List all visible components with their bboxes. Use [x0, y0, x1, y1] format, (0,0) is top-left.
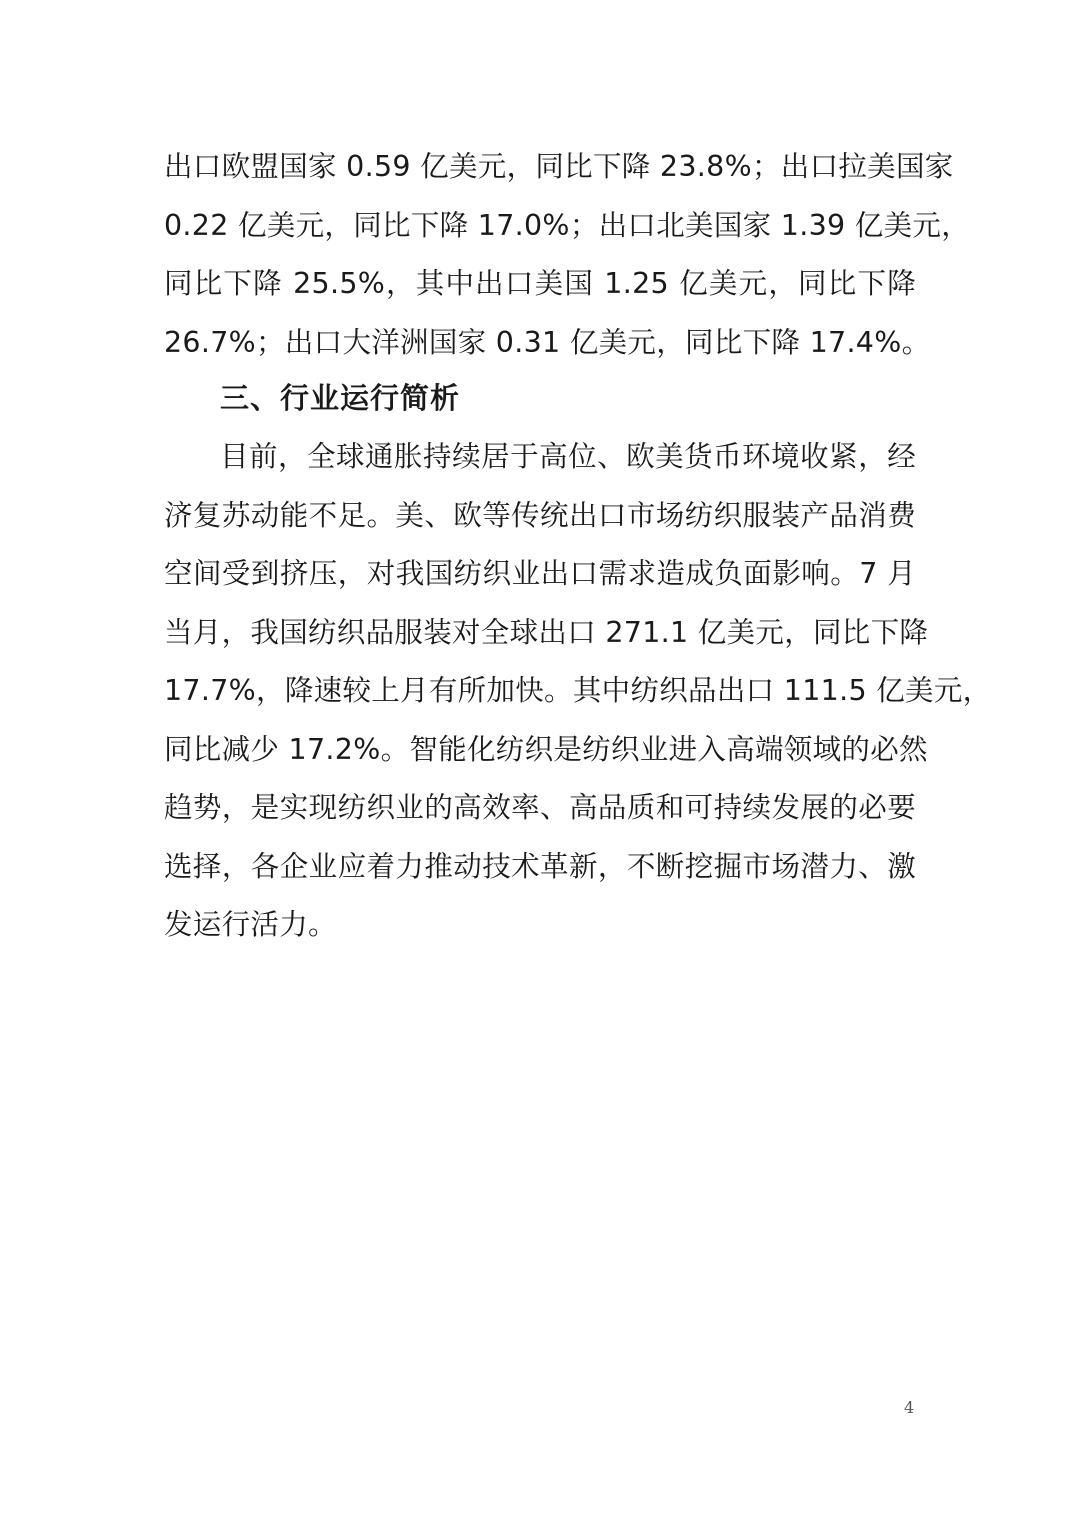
paragraph-line: 26.7%；出口大洋洲国家 0.31 亿美元，同比下降 17.4%。	[164, 325, 931, 359]
paragraph-line: 同比下降 25.5%，其中出口美国 1.25 亿美元，同比下降	[164, 267, 916, 300]
paragraph-industry-analysis	[164, 428, 992, 955]
paragraph-line: 17.7%，降速较上月有所加快。其中纺织品出口 111.5 亿美元，	[164, 674, 992, 707]
section-heading: 三、行业运行简析	[220, 381, 461, 415]
paragraph-line: 济复苏动能不足。美、欧等传统出口市场纺织服装产品消费	[164, 498, 916, 532]
paragraph-line: 发运行活力。	[164, 908, 337, 941]
paragraph-line: 0.22 亿美元，同比下降 17.0%；出口北美国家 1.39 亿美元，	[164, 208, 970, 242]
paragraph-line: 空间受到挤压，对我国纺织业出口需求造成负面影响。7 月	[164, 557, 916, 590]
paragraph-line: 选择，各企业应着力推动技术革新，不断挖掘市场潜力、激	[164, 849, 916, 883]
paragraph-line: 同比减少 17.2%。智能化纺织是纺织业进入高端领域的必然	[164, 732, 928, 766]
paragraph-line: 出口欧盟国家 0.59 亿美元，同比下降 23.8%；出口拉美国家	[164, 150, 954, 183]
page-number: 4	[904, 1398, 915, 1417]
paragraph-line: 目前，全球通胀持续居于高位、欧美货币环境收紧，经	[220, 440, 916, 473]
paragraph-export-by-region	[164, 138, 970, 372]
paragraph-line: 趋势，是实现纺织业的高效率、高品质和可持续发展的必要	[164, 791, 916, 824]
paragraph-line: 当月，我国纺织品服装对全球出口 271.1 亿美元，同比下降	[164, 615, 929, 649]
